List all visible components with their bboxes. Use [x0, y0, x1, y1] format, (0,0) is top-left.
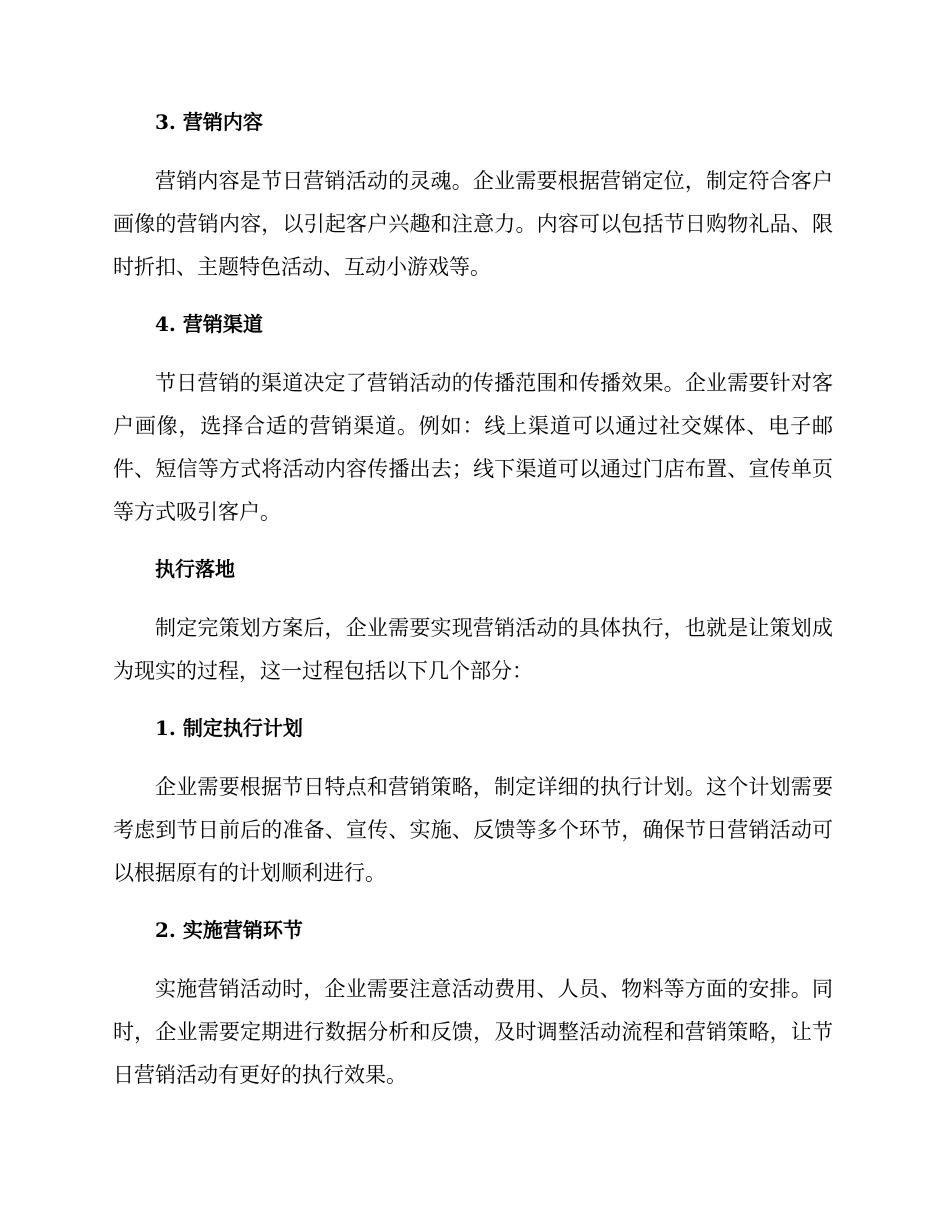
section-heading-execution: 执行落地 — [155, 557, 235, 581]
section-paragraph-marketing-channels: 节日营销的渠道决定了营销活动的传播范围和传播效果。企业需要针对客户画像，选择合适的营销渠道。例如：线上渠道可以通过社交媒体、电子邮件、短信等方式将活动内容传播出去；线下渠道可以通过门店布置、宣传单页等方式吸引客户。 — [113, 371, 833, 524]
section-heading-marketing-content: 3. 营销内容 — [155, 110, 263, 134]
section-heading-implementation: 2. 实施营销环节 — [155, 918, 303, 942]
section-paragraph-implementation: 实施营销活动时，企业需要注意活动费用、人员、物料等方面的安排。同时，企业需要定期进行数据分析和反馈，及时调整活动流程和营销策略，让节日营销活动有更好的执行效果。 — [113, 977, 833, 1087]
section-paragraph-marketing-content: 营销内容是节日营销活动的灵魂。企业需要根据营销定位，制定符合客户画像的营销内容，以引起客户兴趣和注意力。内容可以包括节日购物礼品、限时折扣、主题特色活动、互动小游戏等。 — [113, 169, 833, 279]
section-paragraph-execution-plan: 企业需要根据节日特点和营销策略，制定详细的执行计划。这个计划需要考虑到节日前后的准备、宣传、实施、反馈等多个环节，确保节日营销活动可以根据原有的计划顺利进行。 — [113, 775, 833, 885]
section-heading-execution-plan: 1. 制定执行计划 — [155, 716, 303, 740]
section-heading-marketing-channels: 4. 营销渠道 — [155, 312, 263, 336]
document-body — [113, 108, 833, 1118]
section-paragraph-execution: 制定完策划方案后，企业需要实现营销活动的具体执行，也就是让策划成为现实的过程，这一过程包括以下几个部分： — [113, 616, 833, 683]
